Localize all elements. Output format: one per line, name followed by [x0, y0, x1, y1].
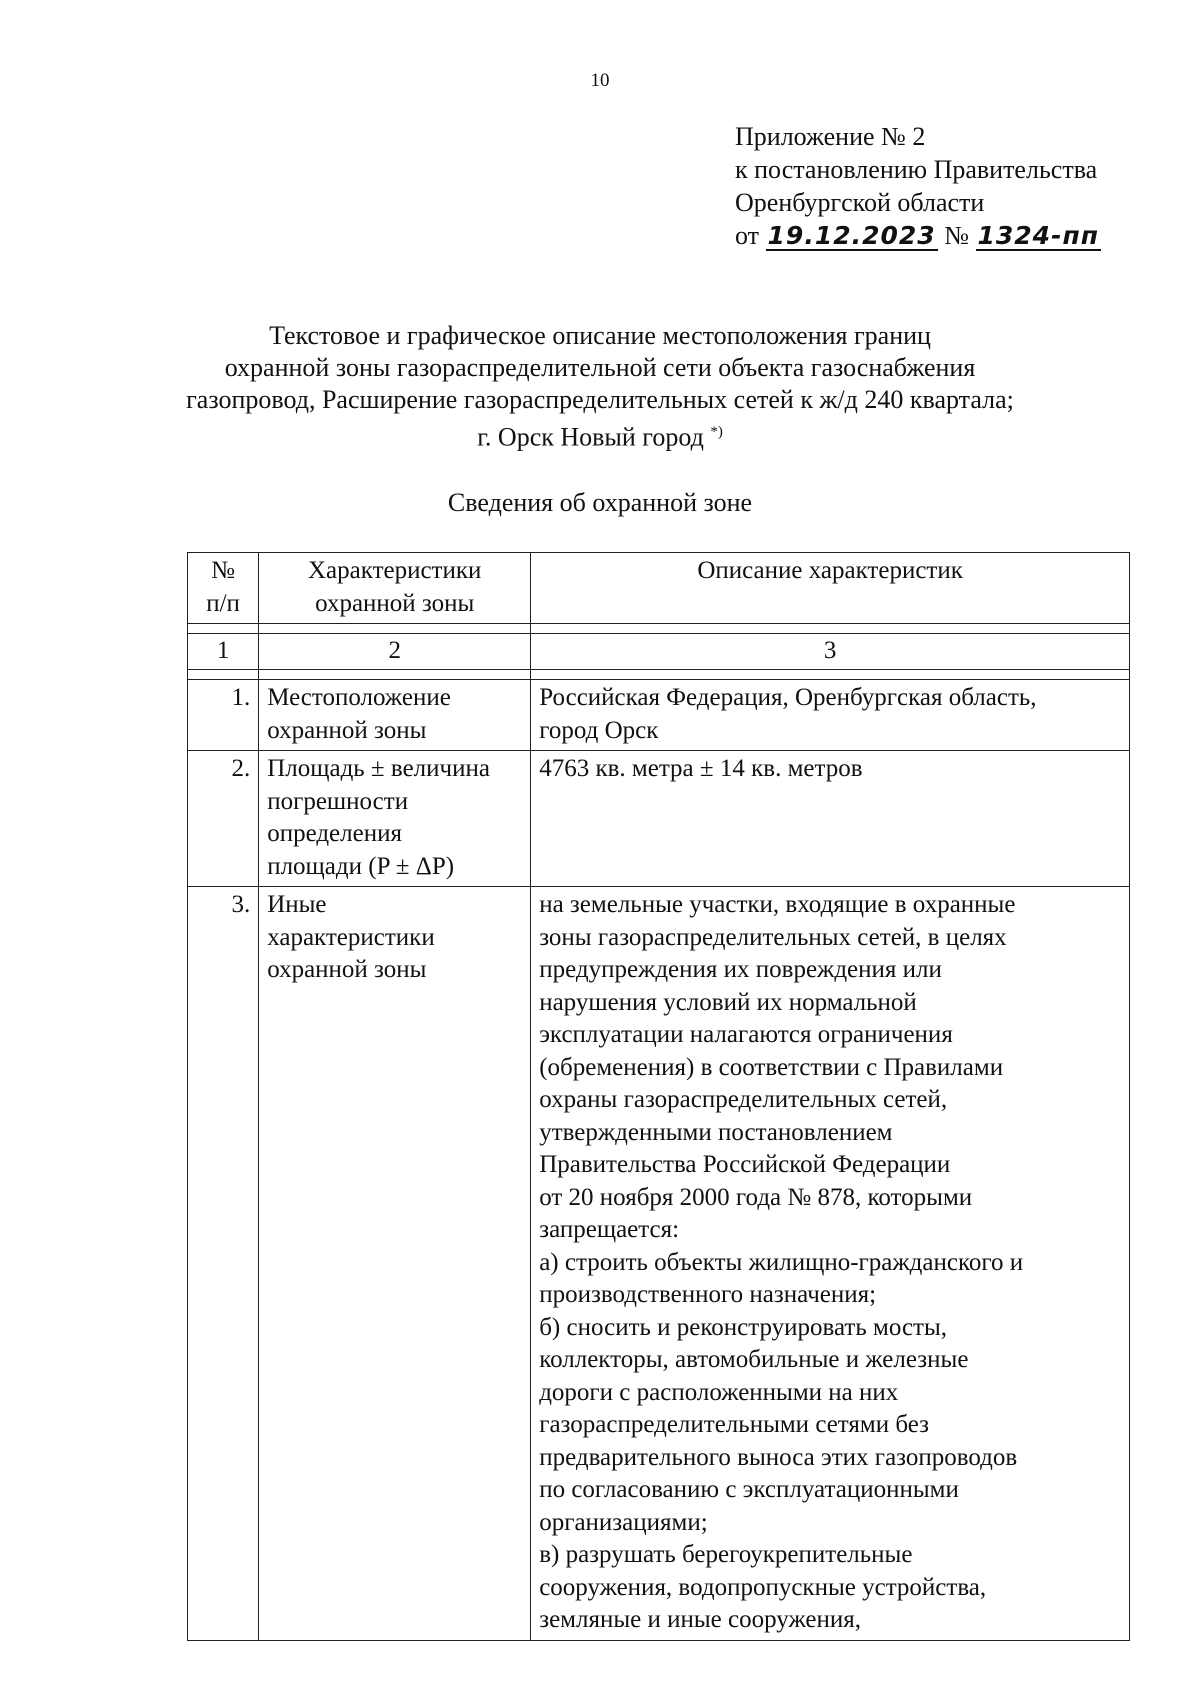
- header-description: Описание характеристик: [531, 553, 1130, 624]
- title-location: г. Орск Новый город: [477, 422, 704, 452]
- section-title: Сведения об охранной зоне: [447, 488, 753, 517]
- column-number-3: 3: [531, 634, 1130, 670]
- description-line: эксплуатации налагаются ограничения: [539, 1021, 953, 1048]
- table-separator: [188, 670, 1130, 680]
- characteristic-line: площади (P ± ΔP): [267, 852, 455, 880]
- description-line: утвержденными постановлением: [539, 1118, 893, 1146]
- handwritten-number: 1324-пп: [977, 221, 1100, 250]
- table-row: [188, 680, 1130, 751]
- description-line: Правительства Российской Федерации: [539, 1151, 951, 1178]
- appendix-resolution: к постановлению Правительства: [735, 155, 1098, 184]
- description-line: от 20 ноября 2000 года № 878, которыми: [539, 1183, 973, 1211]
- description-line: в) разрушать берегоукрепительные: [539, 1541, 913, 1568]
- description-line: коллекторы, автомобильные и железные: [539, 1346, 969, 1373]
- characteristic-line: Иные: [267, 891, 327, 918]
- appendix-date-line: [735, 219, 1101, 252]
- description-line: на земельные участки, входящие в охранные: [539, 891, 1016, 918]
- appendix-block: [735, 120, 1101, 252]
- header-characteristics: [259, 553, 531, 624]
- description-line: дороги с расположенными на них: [539, 1378, 899, 1406]
- title-line-4: [0, 416, 1200, 454]
- row-characteristic: [259, 680, 531, 751]
- description-line: предварительного выноса этих газопроводов: [539, 1443, 1018, 1471]
- description-line: 4763 кв. метра ± 14 кв. метров: [539, 755, 863, 782]
- description-line: газораспределительными сетями без: [539, 1411, 930, 1438]
- header-number: [188, 553, 259, 624]
- handwritten-date: 19.12.2023: [767, 221, 936, 250]
- document-title: [0, 320, 1200, 454]
- footnote-mark: *): [710, 424, 723, 440]
- title-line-1: Текстовое и графическое описание местоположения границ: [269, 321, 931, 350]
- header-number-line-1: №: [211, 557, 236, 584]
- appendix-title: Приложение № 2: [735, 122, 926, 151]
- description-line: сооружения, водопропускные устройства,: [539, 1573, 987, 1601]
- description-line: производственного назначения;: [539, 1281, 877, 1308]
- characteristic-line: охранной зоны: [267, 716, 427, 744]
- characteristic-line: Местоположение: [267, 684, 451, 711]
- row-description: [531, 887, 1130, 1641]
- row-characteristic: [259, 887, 531, 1641]
- description-line: нарушения условий их нормальной: [539, 988, 917, 1016]
- table-row: [188, 887, 1130, 1641]
- characteristic-line: характеристики: [267, 923, 435, 951]
- number-prefix: №: [944, 221, 969, 250]
- table-row: [188, 751, 1130, 887]
- table-header-row: [188, 553, 1130, 624]
- column-number-row: [188, 634, 1130, 670]
- row-description: [531, 751, 1130, 887]
- header-number-line-2: п/п: [206, 589, 240, 617]
- description-line: запрещается:: [539, 1216, 680, 1243]
- characteristic-line: погрешности: [267, 787, 409, 815]
- header-characteristics-line-1: Характеристики: [308, 557, 482, 584]
- description-line: б) сносить и реконструировать мосты,: [539, 1313, 948, 1341]
- description-line: город Орск: [539, 716, 659, 744]
- characteristic-line: определения: [267, 820, 402, 847]
- description-line: организациями;: [539, 1508, 708, 1536]
- description-line: (обременения) в соответствии с Правилами: [539, 1053, 1004, 1081]
- description-line: земляные и иные сооружения,: [539, 1606, 862, 1633]
- date-prefix: от: [735, 221, 760, 250]
- column-number-1: 1: [188, 634, 259, 670]
- description-line: предупреждения их повреждения или: [539, 956, 942, 983]
- header-characteristics-line-2: охранной зоны: [315, 589, 475, 617]
- title-line-2: охранной зоны газораспределительной сети объекта газоснабжения: [224, 353, 976, 382]
- description-line: зоны газораспределительных сетей, в целях: [539, 923, 1007, 951]
- description-line: а) строить объекты жилищно-гражданского и: [539, 1248, 1024, 1276]
- appendix-region: Оренбургской области: [735, 188, 985, 217]
- page-number: 10: [590, 70, 610, 91]
- row-description: [531, 680, 1130, 751]
- title-line-3: газопровод, Расширение газораспределительных сетей к ж/д 240 квартала;: [186, 385, 1014, 414]
- description-line: охраны газораспределительных сетей,: [539, 1086, 948, 1113]
- characteristic-line: Площадь ± величина: [267, 755, 490, 782]
- characteristic-line: охранной зоны: [267, 956, 427, 983]
- zone-table: [187, 552, 1130, 1641]
- row-number: 1.: [188, 680, 259, 751]
- row-number: 3.: [188, 887, 259, 1641]
- table-separator: [188, 624, 1130, 634]
- description-line: по согласованию с эксплуатационными: [539, 1476, 959, 1503]
- column-number-2: 2: [259, 634, 531, 670]
- row-number: 2.: [188, 751, 259, 887]
- description-line: Российская Федерация, Оренбургская область,: [539, 684, 1037, 711]
- row-characteristic: [259, 751, 531, 887]
